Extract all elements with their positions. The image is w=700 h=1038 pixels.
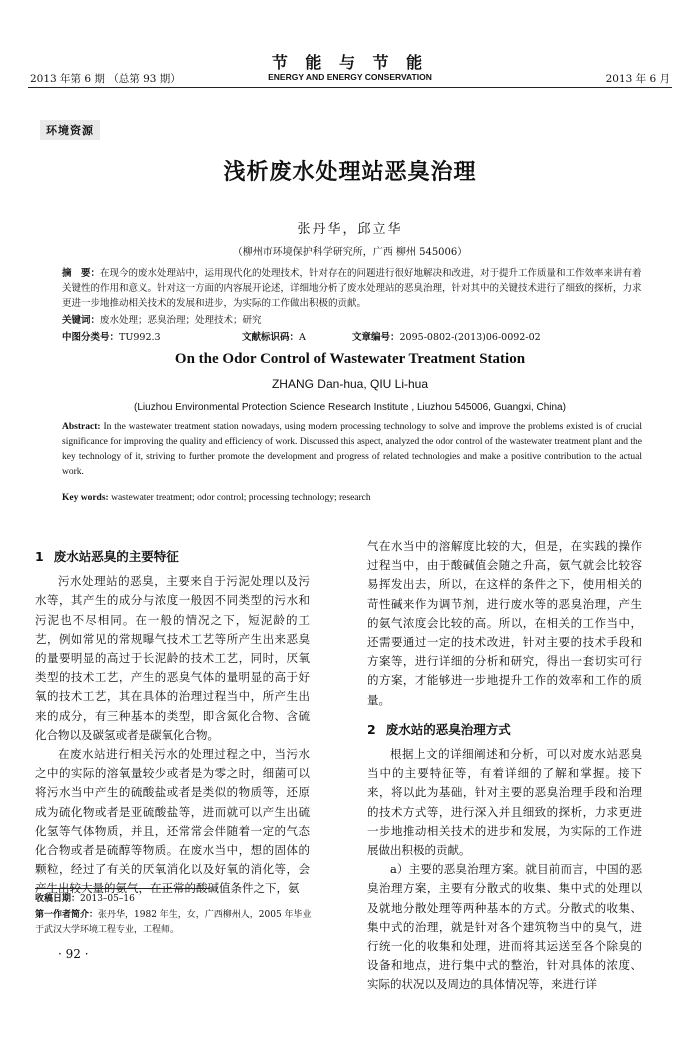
section-2-number: 2	[367, 721, 376, 737]
abstract-cn-text: 在现今的废水处理站中，运用现代化的处理技术，针对存在的问题进行很好地解决和改进，对于提升工作质量和工作效率来讲有着关键性的作用和意义。针对这一方面的内容展开论述，详细地分析了废水处理站的恶臭治理，针对其中的关键技术进行了细致的探析，力求更进一步地推动相关技术的发展和进步，为实际的工作做出积极的贡献。	[62, 268, 642, 309]
authors: 张丹华，邱立华	[297, 222, 403, 237]
left-column	[35, 547, 310, 899]
keywords-cn-label: 关键词：	[62, 315, 101, 326]
clc-label: 中图分类号：	[62, 332, 120, 343]
abstract-cn	[62, 266, 642, 311]
header-issue: 2013 年第 6 期 （总第 93 期）	[30, 73, 181, 85]
section-2-paragraph-2: a）主要的恶臭治理方案。就目前而言，中国的恶臭治理方案，主要有分散式的收集、集中式的处理以及就地分散处理等两种基本的方式。分散式的收集、集中式的治理，就是针对各个建筑物当中的臭气，进行统一化的收集和处理，进而将其运送至各个除臭的设备和地点，进行集中式的整治，针对具体的浓度、实际的状况以及周边的具体情况等，来进行详	[367, 862, 642, 992]
footnote-rule	[35, 888, 210, 889]
keywords-cn-text: 废水处理；恶臭治理；处理技术；研究	[100, 315, 262, 326]
english-authors: ZHANG Dan-hua, QIU Li-hua	[271, 377, 429, 391]
english-keywords-text: wastewater treatment; odor control; processing technology; research	[111, 493, 371, 503]
doc-code-label: 文献标识码：	[242, 332, 300, 343]
abstract-cn-label: 摘 要：	[62, 268, 101, 279]
english-title: On the Odor Control of Wastewater Treatment Station	[174, 351, 526, 367]
section-tag: 环境资源	[40, 120, 100, 140]
affiliation: （柳州市环境保护科学研究所，广西 柳州 545006）	[232, 247, 468, 258]
footnote-author	[35, 908, 320, 938]
section-1-title: 废水站恶臭的主要特征	[53, 549, 179, 564]
received-label: 收稿日期：	[35, 894, 81, 904]
keywords-cn	[62, 312, 642, 326]
classification-row	[62, 329, 642, 343]
section-1-continuation: 气在水当中的溶解度比较的大，但是，在实践的操作过程当中，由于酸碱值会随之升高，氨气就会比较容易挥发出去，所以，在这样的条件之下，使用相关的苛性碱来作为调节剂，进行废水等的恶臭治理，产生的氨气浓度会比较的高。所以，在相关的工作当中，还需要通过一定的技术改进，针对主要的技术手段和方案等，进行详细的分析和研究，得出一套切实可行的方案，才能够进一步地提升工作的效率和工作的质量。	[367, 539, 642, 707]
english-abstract-text: In the wastewater treatment station nowadays, using modern processing technology to solve and improve the problems existed is of crucial significance for improving the quality and efficiency of work. Discussed this aspect, analyzed the odor control of the wastewater treatment plant and the key technology of it, striving to further promote the development and progress of related technologies and make a positive contribution to the actual work.	[62, 422, 642, 477]
section-1-number: 1	[35, 549, 44, 564]
paper-title: 浅析废水处理站恶臭治理	[223, 160, 477, 185]
author-bio-label: 第一作者简介：	[35, 910, 99, 920]
section-2-heading	[367, 720, 642, 739]
header-date: 2013 年 6 月	[605, 73, 670, 85]
journal-name-en: ENERGY AND ENERGY CONSERVATION	[268, 72, 432, 82]
section-2-title: 废水站的恶臭治理方式	[385, 721, 511, 737]
english-keywords-label: Key words:	[62, 493, 109, 503]
english-abstract-label: Abstract:	[62, 422, 101, 432]
journal-name-cn: 节 能 与 节 能	[271, 53, 429, 72]
footnote-received	[35, 892, 320, 907]
section-2-paragraph-1: 根据上文的详细阐述和分析，可以对废水站恶臭当中的主要特征等，有着详细的了解和掌握。接下来，将以此为基础，针对主要的恶臭治理手段和治理的技术方式等，进行深入并且细致的探析，力求更进一步地推动相关技术的进步和发展，为实际的工作进展做出积极的贡献。	[367, 747, 642, 858]
english-affiliation: (Liuzhou Environmental Protection Science Research Institute , Liuzhou 545006, Guangxi, China)	[134, 402, 566, 413]
header-rule	[28, 87, 672, 88]
section-1-paragraph-2: 在废水站进行相关污水的处理过程之中，当污水之中的实际的溶氧量较少或者是为零之时，细菌可以将污水当中产生的硫酸盐或者是类似的物质等，还原成为硫化物或者是亚硫酸盐等，进而就可以产生出硫化氢等气体物质，并且，还常常会伴随着一定的气态化合物或者是硫醇等物质。在废水当中，想的固体的颗粒，经过了有关的厌氧消化以及好氧的消化等，会产生出较大量的氨气，在正常的酸碱值条件之下，氨	[35, 747, 310, 896]
right-column	[367, 537, 642, 995]
doc-code-value: A	[299, 332, 306, 343]
article-number-value: 2095-0802-(2013)06-0092-02	[399, 332, 541, 343]
english-keywords	[62, 493, 642, 503]
article-number-label: 文章编号：	[352, 332, 400, 343]
section-1-paragraph-1: 污水处理站的恶臭，主要来自于污泥处理以及污水等，其产生的成分与浓度一般因不同类型的污水和污泥也不尽相同。在一般的情况之下，短泥龄的工艺，例如常见的常规曝气技术工艺等所产生出来恶臭的量要明显的高过于长泥龄的技术工艺，同时，厌氧类型的技术工艺，产生的恶臭气体的量明显的高于好氧的技术工艺，其在具体的治理过程当中，所产生出来的成分，有三种基本的类型，即含氮化合物、含硫化合物以及碳氢或者是碳氧化合物。	[35, 574, 310, 742]
page-number: · 92 ·	[58, 947, 89, 961]
received-date: 2013–05–16	[80, 894, 135, 904]
clc-value: TU992.3	[119, 332, 161, 343]
english-abstract	[62, 420, 642, 480]
author-bio-text: 张丹华，1982 年生，女，广西柳州人，2005 年毕业于武汉大学环境工程专业，工程师。	[35, 910, 312, 935]
section-1-heading	[35, 547, 310, 566]
